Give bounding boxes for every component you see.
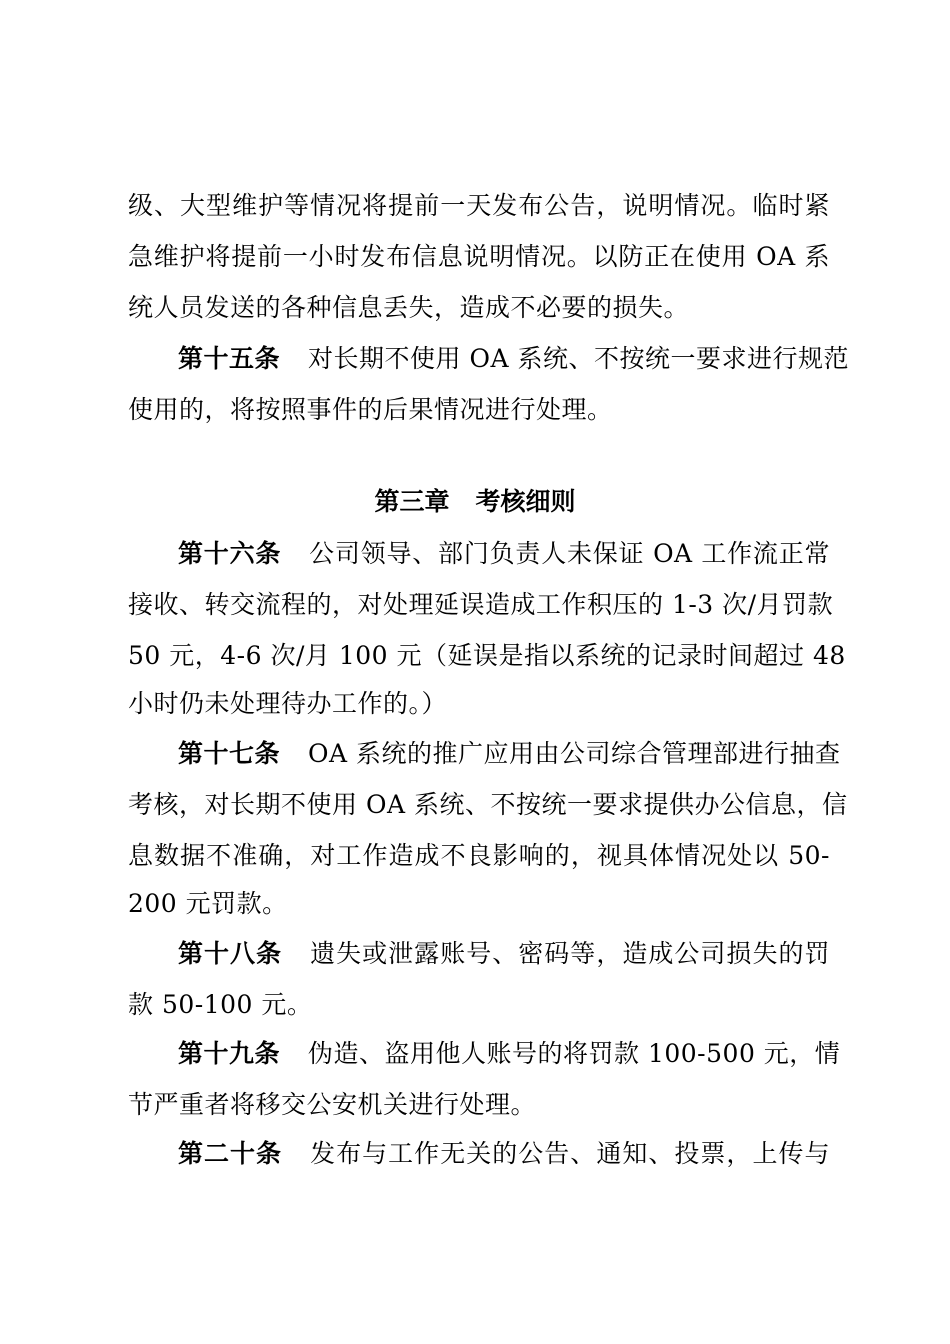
article-17-title: 第十七条 — [178, 739, 281, 768]
article-20-text: 发布与工作无关的公告、通知、投票，上传与 — [310, 1139, 830, 1168]
article-17-first-line — [178, 734, 841, 774]
article-19-first-line — [178, 1034, 841, 1074]
article-18-text: 遗失或泄露账号、密码等，造成公司损失的罚 — [310, 939, 830, 968]
paragraph-line: 级、大型维护等情况将提前一天发布公告，说明情况。临时紧 — [128, 191, 830, 220]
article-16-first-line — [178, 534, 830, 574]
paragraph-line: 息数据不准确，对工作造成不良影响的，视具体情况处以 50- — [128, 841, 830, 870]
article-16-text: 公司领导、部门负责人未保证 OA 工作流正常 — [309, 539, 830, 568]
article-16-title: 第十六条 — [178, 539, 282, 568]
article-19-text: 伪造、盗用他人账号的将罚款 100-500 元，情 — [308, 1039, 841, 1068]
paragraph-line: 统人员发送的各种信息丢失，造成不必要的损失。 — [128, 293, 690, 322]
paragraph-line: 50 元，4-6 次/月 100 元（延误是指以系统的记录时间超过 48 — [128, 641, 846, 670]
article-18-first-line — [178, 934, 830, 974]
chapter-title: 考核细则 — [475, 487, 576, 516]
paragraph-line: 款 50-100 元。 — [128, 990, 313, 1019]
paragraph-line: 小时仍未处理待办工作的。） — [128, 689, 448, 718]
article-15-text: 对长期不使用 OA 系统、不按统一要求进行规范 — [308, 344, 849, 373]
article-15-title: 第十五条 — [178, 344, 281, 373]
article-17-text: OA 系统的推广应用由公司综合管理部进行抽查 — [308, 739, 841, 768]
article-19-title: 第十九条 — [178, 1039, 281, 1068]
paragraph-line: 急维护将提前一小时发布信息说明情况。以防正在使用 OA 系 — [128, 242, 830, 271]
article-20-first-line — [178, 1134, 830, 1174]
paragraph-line: 节严重者将移交公安机关进行处理。 — [128, 1090, 537, 1119]
chapter-heading — [0, 482, 950, 522]
paragraph-line: 使用的，将按照事件的后果情况进行处理。 — [128, 395, 613, 424]
article-15-first-line — [178, 339, 849, 379]
article-20-title: 第二十条 — [178, 1139, 283, 1168]
paragraph-line: 考核，对长期不使用 OA 系统、不按统一要求提供办公信息，信 — [128, 790, 848, 819]
paragraph-line: 200 元罚款。 — [128, 889, 288, 918]
chapter-label: 第三章 — [374, 487, 450, 516]
paragraph-line: 接收、转交流程的，对处理延误造成工作积压的 1-3 次/月罚款 — [128, 590, 834, 619]
article-18-title: 第十八条 — [178, 939, 283, 968]
